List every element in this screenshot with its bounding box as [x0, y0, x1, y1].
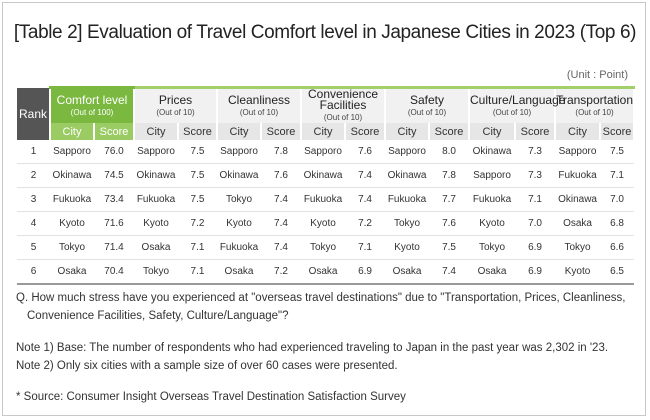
- score-cell: 6.9: [515, 236, 555, 260]
- city-column-header: City: [385, 123, 429, 140]
- score-column-header: Score: [600, 123, 634, 140]
- score-cell: 7.4: [429, 260, 469, 285]
- score-cell: 71.4: [94, 236, 134, 260]
- survey-question-cont: Convenience Facilities, Safety, Culture/Language"?: [27, 310, 289, 322]
- table-row: [17, 236, 634, 260]
- unit-label: (Unit : Point): [566, 69, 628, 81]
- score-cell: 7.2: [178, 212, 217, 236]
- score-column-header: Score: [94, 123, 134, 140]
- score-cell: 7.4: [261, 212, 301, 236]
- city-cell: Sapporo: [301, 140, 345, 164]
- group-title: Comfort level: [56, 92, 128, 107]
- city-cell: Fukuoka: [301, 188, 345, 212]
- score-cell: 7.1: [345, 236, 385, 260]
- city-cell: Osaka: [385, 260, 429, 285]
- group-header: [50, 88, 134, 124]
- group-header: [217, 88, 301, 124]
- note-2: Note 2) Only six cities with a sample size of over 60 cases were presented.: [16, 360, 398, 372]
- score-cell: 7.7: [429, 188, 469, 212]
- city-cell: Osaka: [301, 260, 345, 285]
- city-cell: Fukuoka: [217, 236, 261, 260]
- city-cell: Kyoto: [555, 260, 600, 285]
- city-cell: Sapporo: [385, 140, 429, 164]
- city-cell: Osaka: [134, 236, 178, 260]
- score-cell: 7.5: [429, 236, 469, 260]
- city-cell: Okinawa: [301, 164, 345, 188]
- city-cell: Kyoto: [50, 212, 94, 236]
- group-header: [301, 88, 385, 124]
- score-cell: 7.4: [261, 236, 301, 260]
- score-column-header: Score: [261, 123, 301, 140]
- score-cell: 7.1: [600, 164, 634, 188]
- group-title: Transportation: [556, 92, 633, 107]
- city-cell: Osaka: [217, 260, 261, 285]
- city-cell: Okinawa: [50, 164, 94, 188]
- city-cell: Okinawa: [555, 188, 600, 212]
- rank-cell: 6: [17, 260, 50, 285]
- city-cell: Osaka: [555, 212, 600, 236]
- group-subtitle: (Out of 10): [323, 113, 363, 122]
- rank-header: Rank: [17, 88, 50, 141]
- table-row: [17, 188, 634, 212]
- score-cell: 7.0: [515, 212, 555, 236]
- score-cell: 7.1: [515, 188, 555, 212]
- city-cell: Fukuoka: [385, 188, 429, 212]
- score-cell: 7.4: [261, 188, 301, 212]
- score-column-header: Score: [515, 123, 555, 140]
- score-cell: 6.6: [600, 236, 634, 260]
- table-row: [17, 212, 634, 236]
- group-header: [555, 88, 634, 124]
- city-cell: Tokyo: [50, 236, 94, 260]
- table-row: [17, 260, 634, 285]
- score-cell: 6.9: [345, 260, 385, 285]
- rank-cell: 3: [17, 188, 50, 212]
- group-title: Cleanliness: [227, 92, 291, 107]
- score-cell: 7.3: [515, 140, 555, 164]
- city-column-header: City: [134, 123, 178, 140]
- rank-cell: 4: [17, 212, 50, 236]
- city-column-header: City: [217, 123, 261, 140]
- city-column-header: City: [469, 123, 515, 140]
- score-cell: 7.1: [178, 260, 217, 285]
- score-cell: 7.4: [345, 164, 385, 188]
- score-cell: 7.6: [345, 140, 385, 164]
- score-cell: 7.3: [515, 164, 555, 188]
- source-note: * Source: Consumer Insight Overseas Travel Destination Satisfaction Survey: [16, 391, 406, 403]
- group-subtitle: (Out of 10): [575, 107, 614, 117]
- city-cell: Kyoto: [134, 212, 178, 236]
- city-cell: Tokyo: [385, 212, 429, 236]
- table-row: [17, 164, 634, 188]
- city-cell: Tokyo: [134, 260, 178, 285]
- city-cell: Osaka: [469, 260, 515, 285]
- group-subtitle: (Out of 10): [492, 107, 532, 117]
- city-column-header: City: [301, 123, 345, 140]
- score-cell: 6.8: [600, 212, 634, 236]
- city-cell: Kyoto: [301, 212, 345, 236]
- city-cell: Kyoto: [469, 212, 515, 236]
- score-cell: 7.5: [178, 164, 217, 188]
- group-header: [385, 88, 469, 124]
- rank-cell: 1: [17, 140, 50, 164]
- score-cell: 8.0: [429, 140, 469, 164]
- score-cell: 74.5: [94, 164, 134, 188]
- rank-cell: 2: [17, 164, 50, 188]
- group-title: Prices: [158, 92, 193, 107]
- city-cell: Okinawa: [217, 164, 261, 188]
- city-cell: Tokyo: [555, 236, 600, 260]
- score-cell: 7.8: [429, 164, 469, 188]
- city-cell: Okinawa: [385, 164, 429, 188]
- score-cell: 7.1: [178, 236, 217, 260]
- score-column-header: Score: [345, 123, 385, 140]
- city-cell: Kyoto: [217, 212, 261, 236]
- group-header: [469, 88, 566, 124]
- score-cell: 7.5: [600, 140, 634, 164]
- city-cell: Tokyo: [301, 236, 345, 260]
- score-cell: 7.2: [261, 260, 301, 285]
- score-cell: 7.5: [178, 140, 217, 164]
- group-subtitle: (Out of 10): [156, 107, 195, 117]
- score-cell: 7.0: [600, 188, 634, 212]
- score-cell: 7.8: [261, 140, 301, 164]
- group-title: Safety: [410, 92, 445, 107]
- city-cell: Fukuoka: [50, 188, 94, 212]
- note-1: Note 1) Base: The number of respondents who had experienced traveling to Japan in the past year was 2,302 in '23.: [16, 342, 609, 354]
- score-cell: 76.0: [94, 140, 134, 164]
- score-cell: 7.6: [429, 212, 469, 236]
- comfort-table: [17, 86, 635, 285]
- table-row: [17, 140, 634, 164]
- city-cell: Kyoto: [385, 236, 429, 260]
- group-subtitle: (Out of 10): [239, 107, 279, 117]
- city-cell: Osaka: [50, 260, 94, 285]
- group-title: Convenience Facilities: [307, 87, 379, 112]
- group-subtitle: (Out of 10): [407, 107, 447, 117]
- city-cell: Okinawa: [134, 164, 178, 188]
- score-cell: 7.6: [261, 164, 301, 188]
- city-cell: Tokyo: [469, 236, 515, 260]
- score-cell: 71.6: [94, 212, 134, 236]
- table-title: [Table 2] Evaluation of Travel Comfort level in Japanese Cities in 2023 (Top 6): [13, 22, 637, 43]
- rank-cell: 5: [17, 236, 50, 260]
- group-header: [134, 88, 217, 124]
- city-cell: Sapporo: [555, 140, 600, 164]
- city-cell: Okinawa: [469, 140, 515, 164]
- score-cell: 6.9: [515, 260, 555, 285]
- score-cell: 7.2: [345, 212, 385, 236]
- city-cell: Sapporo: [217, 140, 261, 164]
- score-cell: 73.4: [94, 188, 134, 212]
- score-cell: 6.5: [600, 260, 634, 285]
- group-subtitle: (Out of 100): [70, 107, 114, 117]
- score-column-header: Score: [429, 123, 469, 140]
- score-cell: 7.5: [178, 188, 217, 212]
- city-cell: Fukuoka: [134, 188, 178, 212]
- city-cell: Fukuoka: [555, 164, 600, 188]
- city-cell: Sapporo: [469, 164, 515, 188]
- city-column-header: City: [50, 123, 94, 140]
- survey-question: Q. How much stress have you experienced at "overseas travel destinations" due to "Transportation, Prices, Cleanliness,: [16, 292, 626, 304]
- group-title: Culture/Language: [470, 92, 566, 107]
- city-cell: Tokyo: [217, 188, 261, 212]
- score-cell: 70.4: [94, 260, 134, 285]
- score-column-header: Score: [178, 123, 217, 140]
- city-column-header: City: [555, 123, 600, 140]
- city-cell: Sapporo: [50, 140, 94, 164]
- city-cell: Sapporo: [134, 140, 178, 164]
- score-cell: 7.4: [345, 188, 385, 212]
- city-cell: Fukuoka: [469, 188, 515, 212]
